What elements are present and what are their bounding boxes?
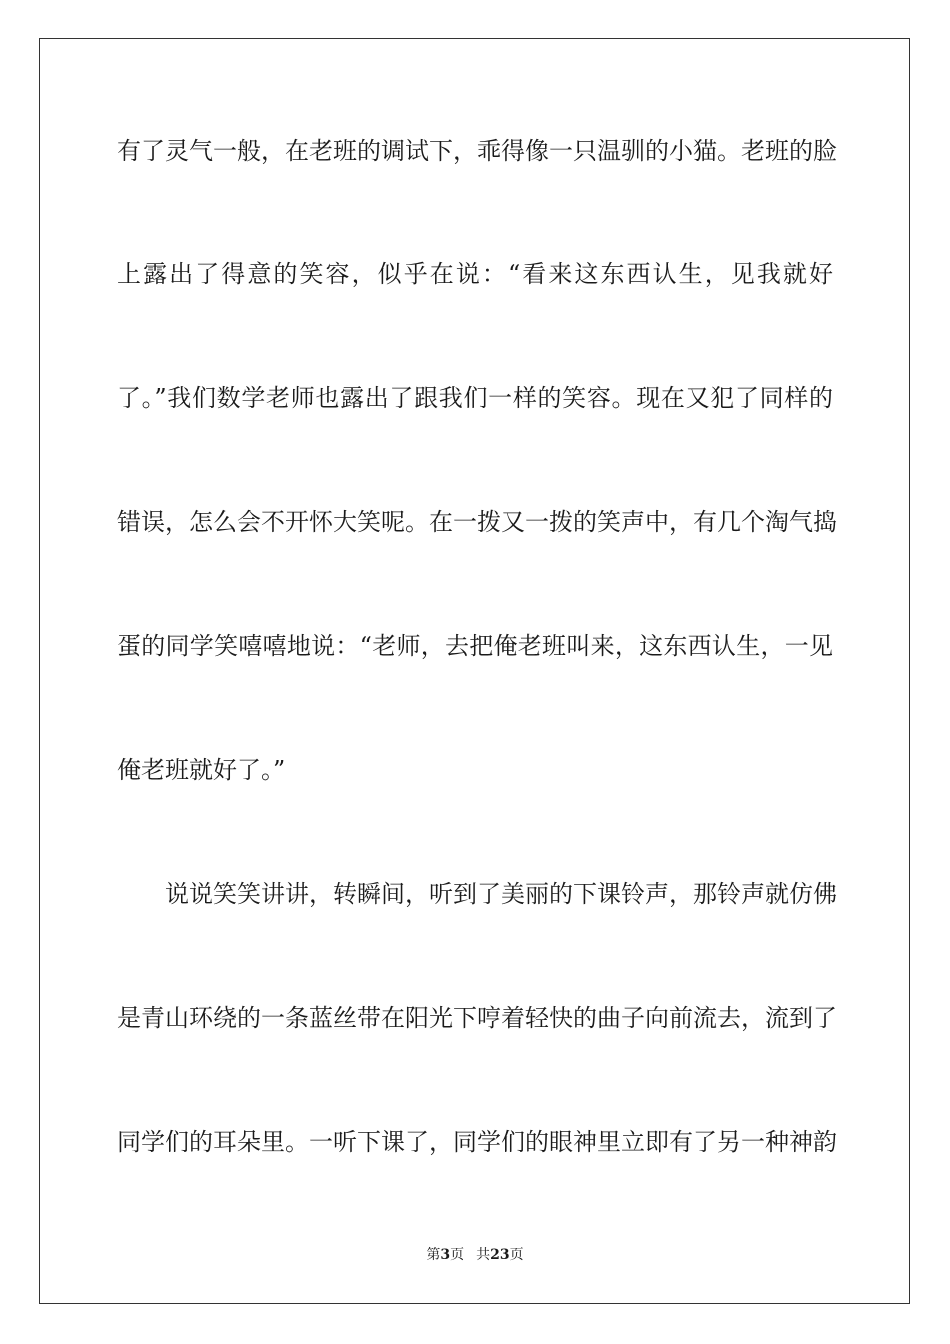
footer-page-total: 23 [490, 1247, 510, 1263]
body-line-8: 是青山环绕的一条蓝丝带在阳光下哼着轻快的曲子向前流去，流到了 [117, 1004, 837, 1032]
body-line-3: 了。”我们数学老师也露出了跟我们一样的笑容。现在又犯了同样的 [117, 384, 833, 412]
body-line-6: 俺老班就好了。” [117, 756, 286, 784]
footer-page-current: 3 [440, 1247, 451, 1263]
footer-total-prefix: 共 [476, 1247, 491, 1263]
page-footer [0, 1246, 950, 1264]
body-line-1: 有了灵气一般，在老班的调试下，乖得像一只温驯的小猫。老班的脸 [117, 137, 837, 165]
body-line-4: 错误，怎么会不开怀大笑呢。在一拨又一拨的笑声中，有几个淘气捣 [117, 508, 837, 536]
body-line-5: 蛋的同学笑嘻嘻地说：“老师，去把俺老班叫来，这东西认生，一见 [117, 632, 833, 660]
footer-page-prefix: 第 [426, 1247, 441, 1263]
body-line-2: 上露出了得意的笑容，似乎在说：“看来这东西认生，见我就好 [117, 260, 833, 288]
body-line-7: 说说笑笑讲讲，转瞬间，听到了美丽的下课铃声，那铃声就仿佛 [165, 880, 837, 908]
footer-total-unit: 页 [509, 1247, 524, 1263]
page-border [39, 38, 910, 1304]
footer-page-unit: 页 [450, 1247, 465, 1263]
body-line-9: 同学们的耳朵里。一听下课了，同学们的眼神里立即有了另一种神韵 [117, 1128, 837, 1156]
